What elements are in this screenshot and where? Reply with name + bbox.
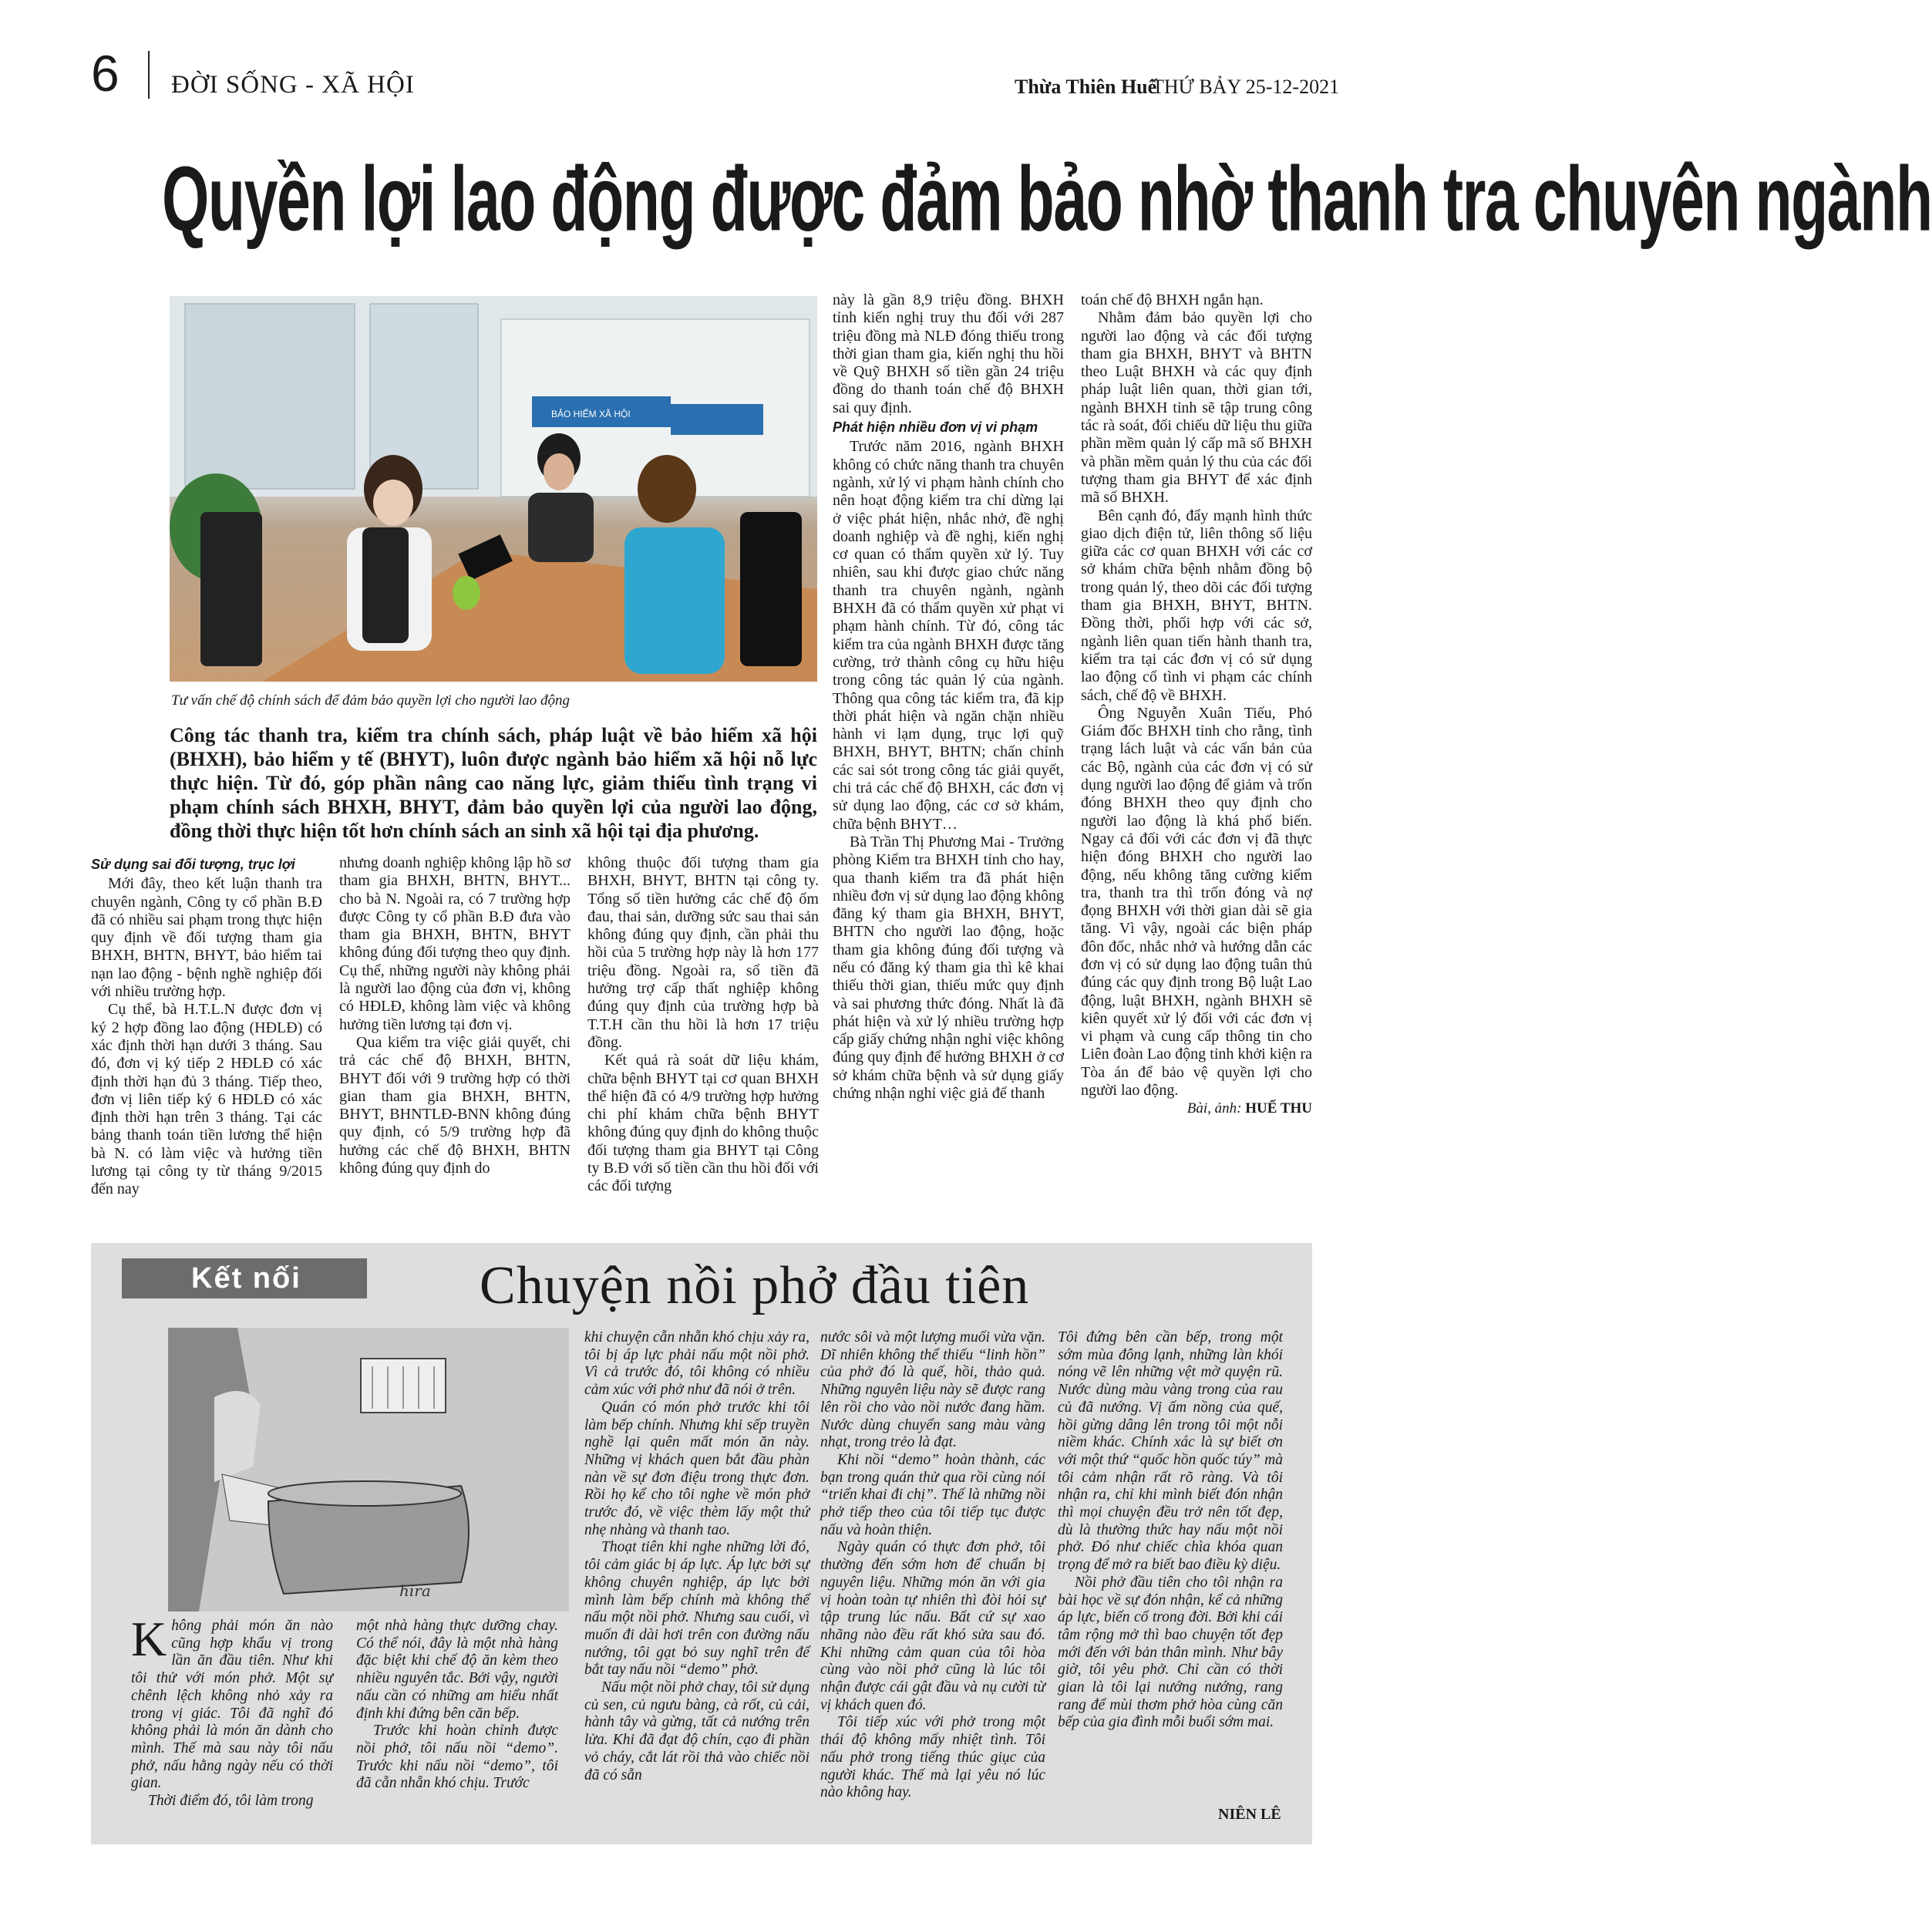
paragraph-text: hông phải món ăn nào cũng hợp khẩu vị trong lần ăn đầu tiên. Như khi tôi thử với món phở. Một sự chênh lệch không nhỏ xảy ra trong vị giác. Tôi đã nghĩ đó không phải là món ăn dành cho mình. Thế mà sau này tôi nấu phở, nấu hằng ngày nếu có thời gian. (131, 1618, 333, 1792)
ketnoi-byline: NIÊN LÊ (1218, 1806, 1281, 1823)
ketnoi-column-3 (584, 1329, 809, 1784)
byline-prefix: Bài, ảnh: (1186, 1100, 1242, 1117)
photo-sign-text: BẢO HIỂM XÃ HỘI (551, 409, 631, 419)
paragraph: Kết quả rà soát dữ liệu khám, chữa bệnh BHYT tại cơ quan BHXH thể hiện đã có 4/9 trường hợp hưởng chi phí khám chữa bệnh BHYT không đúng quy định do không thuộc đối tượng tham gia BHYT tại Công ty B.Đ với số tiền cần thu hồi đối với các đối tượng (587, 1052, 819, 1195)
article-column-5 (1081, 291, 1312, 1118)
article-column-4 (833, 291, 1064, 1103)
subhead-1: Sử dụng sai đối tượng, trục lợi (91, 857, 295, 872)
article-column-2 (339, 854, 571, 1177)
section-title: ĐỜI SỐNG - XÃ HỘI (171, 71, 415, 99)
paragraph: Ông Nguyễn Xuân Tiếu, Phó Giám đốc BHXH tỉnh cho rằng, tình trạng lách luật và các vấn bản của các Bộ, ngành của các đơn vị có sử dụng người lao động để giảm và trốn đóng BHXH theo quy định cho người lao động là khá phổ biến. Ngay cả đối với các đơn vị đã thực hiện đóng BHXH cho người lao động, nếu không tăng cường kiểm tra, thanh tra thì trốn đóng và nợ đọng BHXH với thời gian dài sẽ gia tăng. Vì vậy, ngoài các biện pháp đôn đốc, nhắc nhở và hướng dẫn các đơn vị có sử dụng lao động tuân thủ đúng các quy định trong Bộ luật Lao động, luật BHXH, ngành BHXH sẽ kiên quyết xử lý đối với các đơn vị vi phạm và cung cấp thông tin cho Liên đoàn Lao động tỉnh khởi kiện ra Tòa án để bảo vệ quyền lợi cho người lao động. (1081, 704, 1312, 1100)
article-column-1 (91, 854, 322, 1199)
photo-caption: Tư vấn chế độ chính sách để đảm bảo quyền lợi cho người lao động (171, 692, 570, 709)
paragraph: Cụ thể, bà H.T.L.N được đơn vị ký 2 hợp đồng lao động (HĐLĐ) có xác định thời hạn dưới 3 tháng. Sau đó, đơn vị ký tiếp 2 HĐLĐ có xác định thời hạn đủ 3 tháng. Tiếp theo, đơn vị liên tiếp ký 6 HĐLĐ có xác định thời hạn trên 3 tháng. Tại các bảng thanh toán tiền lương thể hiện bà N. có làm việc và hưởng tiền lương tại công ty từ tháng 9/2015 đến nay (91, 1001, 322, 1198)
ketnoi-column-1 (131, 1612, 333, 1810)
paragraph: không thuộc đối tượng tham gia BHXH, BHYT, BHTN tại công ty. Tổng số tiền hưởng các chế độ ốm đau, thai sản, dưỡng sức sau thai sản không đúng quy định, cần phải thu hồi của 5 trường hợp này là hơn 177 triệu đồng. Ngoài ra, số tiền đã hưởng trợ cấp thất nghiệp không đúng quy định của trường hợp bà T.T.H cần thu hồi là hơn 17 triệu đồng. (587, 854, 819, 1051)
paragraph: nhưng doanh nghiệp không lập hồ sơ tham gia BHXH, BHTN, BHYT... cho bà N. Ngoài ra, có 7 trường hợp được Công ty cổ phần B.Đ đưa vào tham gia BHXH, BHTN, BHYT không đúng đối tượng theo quy định. Cụ thể, những người này không phải là người lao động của đơn vị, không có HĐLĐ, không làm việc và không hưởng tiền lương tại đơn vị. (339, 854, 571, 1033)
paragraph: Nồi phở đầu tiên cho tôi nhận ra bài học về sự đón nhận, kể cả những áp lực, biến cố trong đời. Bởi khi cái tâm rộng mở thì bao chuyện tốt đẹp mới đến với bản thân mình. Như bây giờ, tôi yêu phở. Chỉ cần có thời gian là tôi lại nướng nướng, rang rang để mùi thơm phở hòa cùng căn bếp của gia đình mỗi buổi sớm mai. (1058, 1574, 1283, 1731)
paragraph: Thoạt tiên khi nghe những lời đó, tôi cảm giác bị áp lực. Áp lực bởi sự không chuyên nghiệp, áp lực bởi mình làm bếp chính mà không thể nấu một nồi phở. Nhưng sau cuối, vì muốn đi dài hơi trên con đường nấu nướng, tôi gạt bỏ suy nghĩ trên để bắt tay nấu nồi “demo” phở. (584, 1539, 809, 1679)
byline-author: HUẾ THU (1245, 1100, 1312, 1117)
issue-date: THỨ BẢY 25-12-2021 (1152, 76, 1340, 98)
paragraph: Khi nồi “demo” hoàn thành, các bạn trong quán thử qua rồi cùng nói “triển khai đi chị”. Thế là những nồi phở tiếp theo của tôi tiếp tục được nấu và hoàn thiện. (820, 1451, 1045, 1538)
article-column-3 (587, 854, 819, 1196)
paragraph: Bên cạnh đó, đẩy mạnh hình thức giao dịch điện tử, liên thông số liệu giữa các cơ quan BHXH với các cơ sở khám chữa bệnh nhằm đồng bộ trong quản lý, theo dõi các đối tượng tham gia BHXH, BHYT, BHTN. Đồng thời, phối hợp với các sở, ngành liên quan tiến hành thanh tra, kiểm tra tại các đơn vị có sử dụng lao động cố tình vi phạm các chính sách, chế độ về BHXH. (1081, 507, 1312, 704)
subhead-2: Phát hiện nhiều đơn vị vi phạm (833, 419, 1038, 436)
paragraph: Tôi tiếp xúc với phở trong một thái độ không mấy nhiệt tình. Tôi nấu phở trong tiếng thúc giục của người khác. Thế mà lại yêu nó lúc nào không hay. (820, 1714, 1045, 1801)
article-photo (170, 296, 817, 682)
ketnoi-column-5 (1058, 1329, 1283, 1732)
article-lead: Công tác thanh tra, kiểm tra chính sách, pháp luật về bảo hiểm xã hội (BHXH), bảo hiểm y tế (BHYT), luôn được ngành bảo hiểm xã hội nỗ lực thực hiện. Từ đó, góp phần nâng cao năng lực, giảm thiểu tình trạng vi phạm chính sách BHXH, BHYT, đảm bảo quyền lợi của người lao động, đồng thời thực hiện tốt hơn chính sách an sinh xã hội tại địa phương. (170, 724, 817, 842)
ketnoi-illustration (168, 1328, 569, 1612)
article-byline (1081, 1100, 1312, 1117)
header-divider (148, 51, 150, 99)
paragraph: Trước năm 2016, ngành BHXH không có chức năng thanh tra chuyên ngành, xử lý vi phạm hành chính cho nên hoạt động kiểm tra chỉ dừng lại ở việc phát hiện, nhắc nhở, đề nghị doanh nghiệp và đề nghị, kiến nghị cơ quan có thẩm quyền xử lý. Tuy nhiên, sau khi được giao chức năng thanh tra chuyên ngành, ngành BHXH đã có thẩm quyền xử phạt vi phạm hành chính. Từ đó, công tác kiểm tra của ngành BHXH được tăng cường, trở thành công cụ hữu hiệu trong công tác quản lý của ngành. Thông qua công tác kiểm tra, đã kịp thời phát hiện và ngăn chặn nhiều hành vi lạm dụng, trục lợi quỹ BHXH, BHYT, BHTN; chấn chỉnh các sai sót trong công tác giải quyết, chi trả các chế độ BHXH, các đơn vị sử dụng lao động, các cơ sở khám, chữa bệnh BHYT… (833, 438, 1064, 833)
paragraph: Ngày quán có thực đơn phở, tôi thường đến sớm hơn để chuẩn bị nguyên liệu. Những món ăn với gia vị hoàn toàn tự nhiên thì đòi hỏi sự tập trung lúc nấu. Bất cứ sự xao nhãng nào đều rất khó sửa sau đó. Khi những cảm quan của tôi hòa cùng vào nồi phở cũng là lúc tôi nhận được cái gật đầu và nụ cười từ vị khách quen đó. (820, 1539, 1045, 1713)
paragraph: Nhằm đảm bảo quyền lợi cho người lao động và các đối tượng tham gia BHXH, BHYT và BHTN theo Luật BHXH và các quy định pháp luật liên quan, thời gian tới, ngành BHXH tỉnh sẽ tập trung công tác rà soát, đối chiếu dữ liệu thu giữa phần mềm quản lý cấp mã số BHXH và phần mềm quản lý thu của các đối tượng tham gia BHYT để xác định mã số BHXH. (1081, 309, 1312, 507)
paragraph: Trước khi hoàn chỉnh được nồi phở, tôi nấu nồi “demo”. Trước khi nấu nồi “demo”, tôi đã cẵn nhẵn khó chịu. Trước (356, 1723, 558, 1792)
ketnoi-column-4 (820, 1329, 1045, 1802)
paragraph: toán chế độ BHXH ngắn hạn. (1081, 291, 1264, 308)
article-headline: Quyền lợi lao động được đảm bảo nhờ thanh tra chuyên ngành (162, 147, 1932, 250)
newspaper-name: Thừa Thiên Huế (1015, 76, 1157, 98)
paragraph: Qua kiểm tra việc giải quyết, chi trả các chế độ BHXH, BHTN, BHYT đối với 9 trường hợp có thời gian tham gia BHXH, BHTN, BHYT, BHNTLĐ-BNN không đúng quy định, có 5/9 trường hợp đã hưởng các chế độ BHXH, BHTN không đúng quy định do (339, 1033, 571, 1177)
paragraph: Nấu một nồi phở chay, tôi sử dụng củ sen, củ ngưu bàng, cà rốt, củ cải, hành tây và gừng, tất cả nướng trên lửa. Khi đã đạt độ chín, cạo đi phần vỏ cháy, cắt lát rồi thả vào chiếc nồi đã có sẵn (584, 1679, 809, 1783)
paragraph: Thời điểm đó, tôi làm trong (148, 1793, 314, 1810)
paragraph: Mới đây, theo kết luận thanh tra chuyên ngành, Công ty cổ phần B.Đ đã có nhiều sai phạm trong thực hiện quy định về đối tượng tham gia BHXH, BHTN, BHYT, bảo hiểm tai nạn lao động - bệnh nghề nghiệp đối với nhiều trường hợp. (91, 875, 322, 1001)
paragraph: nước sôi và một lượng muối vừa vặn. Dĩ nhiên không thể thiếu “linh hồn” của phở đó là quế, hồi, thảo quả. Những nguyên liệu này sẽ được rang lên rồi cho vào nồi nước đang hầm. Nước dùng chuyển sang màu vàng nhạt, trong trẻo là đạt. (820, 1329, 1045, 1451)
paragraph: một nhà hàng thực dưỡng chay. Có thể nói, đây là một nhà hàng đặc biệt khi chế độ ăn kèm theo nhiều nguyên tắc. Bởi vậy, người nấu cần có những am hiểu nhất định khi đứng bên căn bếp. (356, 1618, 558, 1722)
paragraph: Bà Trần Thị Phương Mai - Trưởng phòng Kiểm tra BHXH tỉnh cho hay, qua thanh kiểm tra đã phát hiện nhiều đơn vị sử dụng lao động không đăng ký tham gia BHXH, BHYT, BHTN cho người lao động, hoặc tham gia không đúng đối tượng và nếu có đăng ký tham gia thì kê khai thiếu thời gian, thiếu mức quy định và sai phương thức đóng. Nhất là đã phát hiện và xử lý nhiều trường hợp cấp giấy chứng nhận nghỉ việc không đúng quy định để hưởng BHXH ở cơ sở khám chữa bệnh và sử dụng giấy chứng nhận nghỉ việc giả để thanh (833, 833, 1064, 1103)
page-number: 6 (91, 45, 119, 102)
paragraph: này là gần 8,9 triệu đồng. BHXH tỉnh kiến nghị truy thu đối với 287 triệu đồng mà NLĐ đóng thiếu trong thời gian tham gia, kiến nghị thu hồi về Quỹ BHXH số tiền gần 24 triệu đồng do thanh toán chế độ BHXH sai quy định. (833, 291, 1064, 416)
paragraph: Quán có món phở trước khi tôi làm bếp chính. Nhưng khi sếp truyền nghề lại quên mất món ăn này. Những vị khách quen bắt đầu phàn nàn về sự đơn điệu trong thực đơn. Rồi họ kể cho tôi nghe về món phở trước đó, về việc thèm lấy một thứ nhẹ nhàng và thanh tao. (584, 1399, 809, 1538)
ketnoi-column-2 (356, 1618, 558, 1793)
office-scene-illustration (170, 296, 817, 682)
paragraph: khi chuyện cẵn nhẵn khó chịu xảy ra, tôi bị áp lực phải nấu một nồi phở. Vì cả trước đó, tôi không có nhiều cảm xúc với phở như đã nói ở trên. (584, 1329, 809, 1399)
ketnoi-label: Kết nối (122, 1258, 367, 1298)
ketnoi-title: Chuyện nồi phở đầu tiên (480, 1256, 1030, 1315)
drop-cap: K (131, 1612, 167, 1666)
paragraph (131, 1612, 333, 1793)
paragraph: Tôi đứng bên cần bếp, trong một sớm mùa đông lạnh, những làn khói nóng vẽ lên những vệt mờ quyện rũ. Nước dùng màu vàng trong của rau củ đã nướng. Vị ấm nồng của quế, hồi gừng dâng lên trong tôi một nỗi niềm khác. Chính xác là sự biết ơn với một thứ “quốc hồn quốc túy” mà tôi cảm nhận rất rõ ràng. Và tôi nhận ra, chỉ khi mình biết đón nhận thì mọi chuyện đều trở nên tốt đẹp, dù là thường thức hay nấu một nồi phở. Đó như chiếc chìa khóa quan trọng để mở ra biết bao điều kỳ diệu. (1058, 1329, 1283, 1574)
illustration-signature: hira (399, 1581, 431, 1600)
cooking-pot-illustration (168, 1328, 569, 1612)
